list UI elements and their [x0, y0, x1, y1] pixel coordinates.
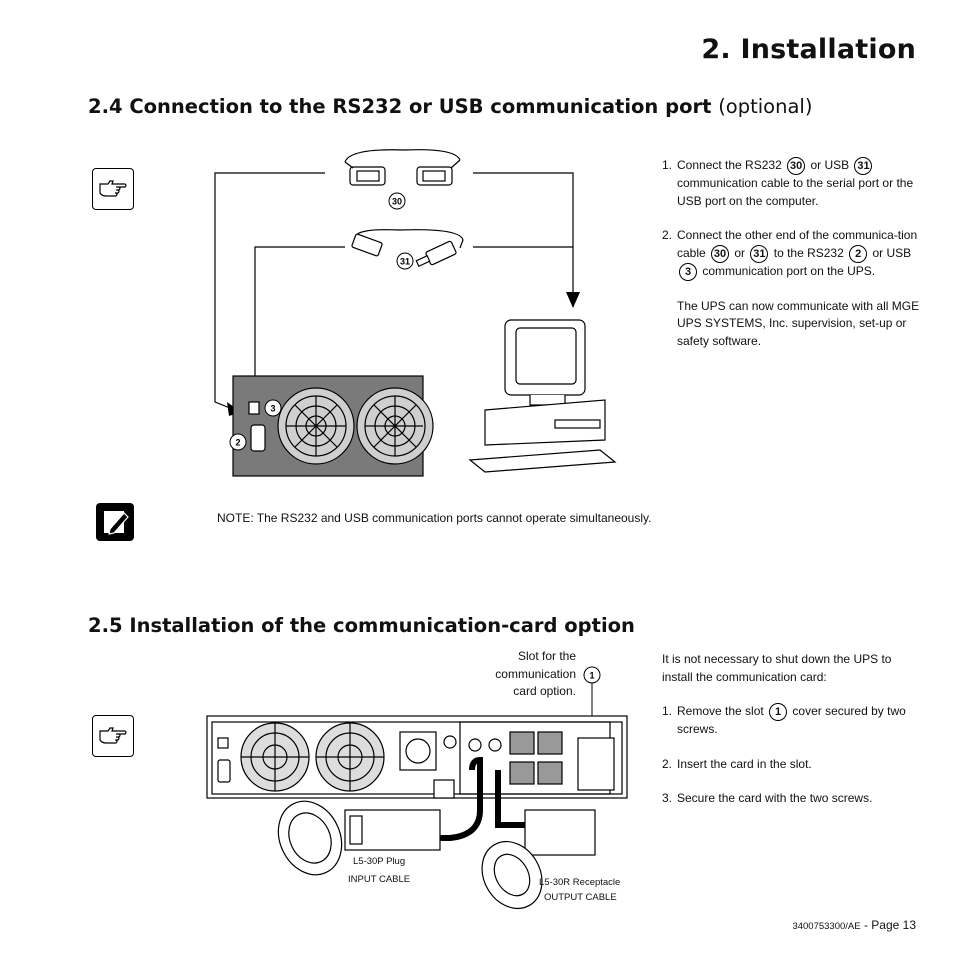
computer-icon — [470, 320, 615, 472]
note-text: NOTE: The RS232 and USB communication ports cannot operate simultaneously. — [217, 511, 652, 525]
section-2-4-title: 2.4 Connection to the RS232 or USB communication port — [88, 95, 712, 118]
callout-30: 30 — [391, 196, 403, 207]
step-2: 2. Insert the card in the slot. — [662, 756, 812, 771]
callout-1: 1 — [589, 670, 595, 681]
page-number: - Page 13 — [863, 918, 916, 932]
step-1: 1. Connect the RS232 30 or USB 31 communication cable to the serial port or the USB port on the computer. — [662, 158, 914, 208]
ups-rear-panel — [233, 376, 433, 476]
document-code: 3400753300/AE — [792, 921, 861, 932]
pointing-hand-icon — [92, 168, 134, 210]
step-2: 2. Connect the other end of the communica-tion cable 30 or 31 to the RS232 2 or USB 3 communication port on the UPS. — [662, 227, 920, 281]
input-cable-label: INPUT CABLE — [348, 874, 411, 885]
output-cable-label: OUTPUT CABLE — [544, 892, 617, 903]
section-2-4-steps — [662, 157, 920, 351]
section-2-5-title: 2.5 Installation of the communication-card option — [88, 614, 635, 637]
slot-label: Slot for the communication card option. — [495, 649, 576, 699]
step-3: 3. Secure the card with the two screws. — [662, 791, 873, 806]
connection-diagram — [205, 140, 625, 480]
page-title: 2. Installation — [701, 34, 916, 65]
step-1: 1. Remove the slot 1 cover secured by two screws. — [662, 704, 906, 737]
section-2-4-heading — [88, 95, 812, 118]
section-2-5-steps — [662, 651, 920, 808]
communication-card-diagram — [200, 660, 640, 910]
receptacle-label: L5-30R Receptacle — [539, 877, 621, 888]
pointing-hand-icon — [92, 715, 134, 757]
note-pencil-icon — [96, 503, 134, 541]
ups-rear-panel — [207, 716, 627, 798]
page-footer — [792, 918, 916, 932]
connection-result-text: The UPS can now communicate with all MGE UPS SYSTEMS, Inc. supervision, set-up or safety software. — [677, 298, 920, 348]
intro-text: It is not necessary to shut down the UPS to install the communication card: — [662, 652, 892, 684]
callout-31: 31 — [399, 256, 411, 267]
plug-label: L5-30P Plug — [353, 856, 406, 867]
callout-2: 2 — [235, 437, 241, 448]
section-2-4-optional: (optional) — [718, 95, 813, 118]
rs232-cable-icon — [345, 150, 460, 185]
input-plug-icon — [267, 791, 440, 885]
callout-3: 3 — [270, 403, 276, 414]
